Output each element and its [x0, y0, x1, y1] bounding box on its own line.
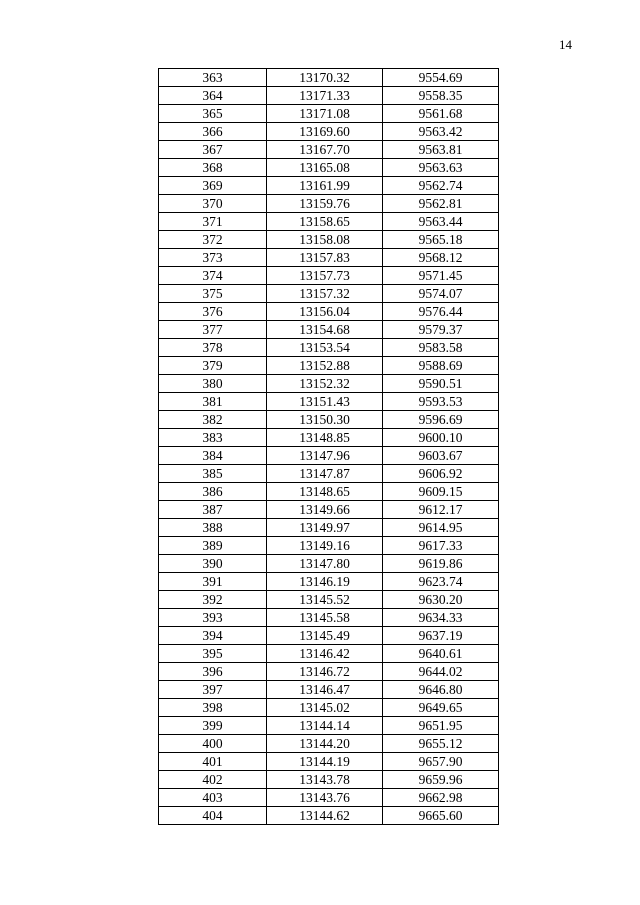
point-number-cell: 382: [159, 411, 267, 429]
y-coordinate-cell: 9568.12: [383, 249, 499, 267]
y-coordinate-cell: 9590.51: [383, 375, 499, 393]
x-coordinate-cell: 13171.08: [267, 105, 383, 123]
x-coordinate-cell: 13144.62: [267, 807, 383, 825]
y-coordinate-cell: 9637.19: [383, 627, 499, 645]
table-row: [159, 231, 499, 249]
y-coordinate-cell: 9659.96: [383, 771, 499, 789]
x-coordinate-cell: 13144.14: [267, 717, 383, 735]
table-row: [159, 177, 499, 195]
x-coordinate-cell: 13153.54: [267, 339, 383, 357]
table-row: [159, 537, 499, 555]
y-coordinate-cell: 9634.33: [383, 609, 499, 627]
x-coordinate-cell: 13157.83: [267, 249, 383, 267]
point-number-cell: 387: [159, 501, 267, 519]
point-number-cell: 380: [159, 375, 267, 393]
y-coordinate-cell: 9593.53: [383, 393, 499, 411]
point-number-cell: 390: [159, 555, 267, 573]
table-row: [159, 591, 499, 609]
point-number-cell: 381: [159, 393, 267, 411]
table-row: [159, 303, 499, 321]
y-coordinate-cell: 9562.81: [383, 195, 499, 213]
table-row: [159, 411, 499, 429]
x-coordinate-cell: 13157.32: [267, 285, 383, 303]
x-coordinate-cell: 13149.16: [267, 537, 383, 555]
x-coordinate-cell: 13143.76: [267, 789, 383, 807]
table-row: [159, 645, 499, 663]
table-row: [159, 789, 499, 807]
table-row: [159, 159, 499, 177]
point-number-cell: 389: [159, 537, 267, 555]
point-number-cell: 396: [159, 663, 267, 681]
x-coordinate-cell: 13145.58: [267, 609, 383, 627]
point-number-cell: 368: [159, 159, 267, 177]
point-number-cell: 388: [159, 519, 267, 537]
point-number-cell: 398: [159, 699, 267, 717]
x-coordinate-cell: 13144.20: [267, 735, 383, 753]
point-number-cell: 401: [159, 753, 267, 771]
point-number-cell: 375: [159, 285, 267, 303]
y-coordinate-cell: 9657.90: [383, 753, 499, 771]
x-coordinate-cell: 13158.65: [267, 213, 383, 231]
table-row: [159, 627, 499, 645]
table-row: [159, 249, 499, 267]
x-coordinate-cell: 13145.02: [267, 699, 383, 717]
x-coordinate-cell: 13159.76: [267, 195, 383, 213]
table-row: [159, 357, 499, 375]
point-number-cell: 385: [159, 465, 267, 483]
table-row: [159, 285, 499, 303]
y-coordinate-cell: 9603.67: [383, 447, 499, 465]
y-coordinate-cell: 9606.92: [383, 465, 499, 483]
table-row: [159, 123, 499, 141]
point-number-cell: 395: [159, 645, 267, 663]
page-number: 14: [559, 37, 572, 52]
point-number-cell: 366: [159, 123, 267, 141]
y-coordinate-cell: 9579.37: [383, 321, 499, 339]
point-number-cell: 383: [159, 429, 267, 447]
y-coordinate-cell: 9600.10: [383, 429, 499, 447]
x-coordinate-cell: 13148.65: [267, 483, 383, 501]
point-number-cell: 376: [159, 303, 267, 321]
y-coordinate-cell: 9588.69: [383, 357, 499, 375]
table-row: [159, 267, 499, 285]
x-coordinate-cell: 13150.30: [267, 411, 383, 429]
x-coordinate-cell: 13144.19: [267, 753, 383, 771]
x-coordinate-cell: 13154.68: [267, 321, 383, 339]
table-row: [159, 483, 499, 501]
point-number-cell: 364: [159, 87, 267, 105]
x-coordinate-cell: 13146.42: [267, 645, 383, 663]
y-coordinate-cell: 9563.81: [383, 141, 499, 159]
table-row: [159, 393, 499, 411]
table-row: [159, 609, 499, 627]
x-coordinate-cell: 13158.08: [267, 231, 383, 249]
x-coordinate-cell: 13143.78: [267, 771, 383, 789]
table-body: [159, 69, 499, 825]
y-coordinate-cell: 9619.86: [383, 555, 499, 573]
x-coordinate-cell: 13147.96: [267, 447, 383, 465]
x-coordinate-cell: 13170.32: [267, 69, 383, 87]
table-row: [159, 69, 499, 87]
table-row: [159, 429, 499, 447]
x-coordinate-cell: 13148.85: [267, 429, 383, 447]
point-number-cell: 363: [159, 69, 267, 87]
table-row: [159, 663, 499, 681]
x-coordinate-cell: 13156.04: [267, 303, 383, 321]
table-row: [159, 555, 499, 573]
table-row: [159, 753, 499, 771]
table-row: [159, 339, 499, 357]
x-coordinate-cell: 13146.47: [267, 681, 383, 699]
y-coordinate-cell: 9583.58: [383, 339, 499, 357]
y-coordinate-cell: 9646.80: [383, 681, 499, 699]
y-coordinate-cell: 9563.44: [383, 213, 499, 231]
table-row: [159, 501, 499, 519]
x-coordinate-cell: 13167.70: [267, 141, 383, 159]
table-row: [159, 447, 499, 465]
point-number-cell: 369: [159, 177, 267, 195]
point-number-cell: 399: [159, 717, 267, 735]
point-number-cell: 400: [159, 735, 267, 753]
y-coordinate-cell: 9576.44: [383, 303, 499, 321]
point-number-cell: 394: [159, 627, 267, 645]
point-number-cell: 378: [159, 339, 267, 357]
point-number-cell: 402: [159, 771, 267, 789]
point-number-cell: 384: [159, 447, 267, 465]
y-coordinate-cell: 9563.63: [383, 159, 499, 177]
x-coordinate-cell: 13152.88: [267, 357, 383, 375]
point-number-cell: 370: [159, 195, 267, 213]
y-coordinate-cell: 9665.60: [383, 807, 499, 825]
y-coordinate-cell: 9655.12: [383, 735, 499, 753]
y-coordinate-cell: 9644.02: [383, 663, 499, 681]
point-number-cell: 397: [159, 681, 267, 699]
x-coordinate-cell: 13147.80: [267, 555, 383, 573]
y-coordinate-cell: 9617.33: [383, 537, 499, 555]
y-coordinate-cell: 9574.07: [383, 285, 499, 303]
point-number-cell: 391: [159, 573, 267, 591]
point-number-cell: 373: [159, 249, 267, 267]
point-number-cell: 367: [159, 141, 267, 159]
table-row: [159, 807, 499, 825]
point-number-cell: 379: [159, 357, 267, 375]
y-coordinate-cell: 9609.15: [383, 483, 499, 501]
y-coordinate-cell: 9563.42: [383, 123, 499, 141]
y-coordinate-cell: 9662.98: [383, 789, 499, 807]
point-number-cell: 403: [159, 789, 267, 807]
x-coordinate-cell: 13149.97: [267, 519, 383, 537]
y-coordinate-cell: 9554.69: [383, 69, 499, 87]
y-coordinate-cell: 9651.95: [383, 717, 499, 735]
y-coordinate-cell: 9561.68: [383, 105, 499, 123]
point-number-cell: 392: [159, 591, 267, 609]
y-coordinate-cell: 9596.69: [383, 411, 499, 429]
x-coordinate-cell: 13147.87: [267, 465, 383, 483]
y-coordinate-cell: 9558.35: [383, 87, 499, 105]
point-number-cell: 365: [159, 105, 267, 123]
table-row: [159, 465, 499, 483]
y-coordinate-cell: 9612.17: [383, 501, 499, 519]
y-coordinate-cell: 9565.18: [383, 231, 499, 249]
x-coordinate-cell: 13161.99: [267, 177, 383, 195]
table-row: [159, 771, 499, 789]
y-coordinate-cell: 9614.95: [383, 519, 499, 537]
y-coordinate-cell: 9640.61: [383, 645, 499, 663]
x-coordinate-cell: 13152.32: [267, 375, 383, 393]
table-row: [159, 321, 499, 339]
table-row: [159, 519, 499, 537]
x-coordinate-cell: 13169.60: [267, 123, 383, 141]
x-coordinate-cell: 13157.73: [267, 267, 383, 285]
y-coordinate-cell: 9562.74: [383, 177, 499, 195]
table-row: [159, 195, 499, 213]
table-row: [159, 735, 499, 753]
x-coordinate-cell: 13151.43: [267, 393, 383, 411]
point-number-cell: 404: [159, 807, 267, 825]
x-coordinate-cell: 13146.19: [267, 573, 383, 591]
table-row: [159, 141, 499, 159]
x-coordinate-cell: 13145.49: [267, 627, 383, 645]
table-row: [159, 105, 499, 123]
coordinates-table: [158, 68, 499, 825]
point-number-cell: 374: [159, 267, 267, 285]
x-coordinate-cell: 13146.72: [267, 663, 383, 681]
x-coordinate-cell: 13165.08: [267, 159, 383, 177]
y-coordinate-cell: 9571.45: [383, 267, 499, 285]
table-row: [159, 717, 499, 735]
x-coordinate-cell: 13145.52: [267, 591, 383, 609]
point-number-cell: 386: [159, 483, 267, 501]
y-coordinate-cell: 9630.20: [383, 591, 499, 609]
table-row: [159, 213, 499, 231]
point-number-cell: 393: [159, 609, 267, 627]
table-row: [159, 681, 499, 699]
y-coordinate-cell: 9649.65: [383, 699, 499, 717]
point-number-cell: 371: [159, 213, 267, 231]
x-coordinate-cell: 13171.33: [267, 87, 383, 105]
y-coordinate-cell: 9623.74: [383, 573, 499, 591]
table-row: [159, 573, 499, 591]
point-number-cell: 377: [159, 321, 267, 339]
table-row: [159, 87, 499, 105]
point-number-cell: 372: [159, 231, 267, 249]
table-row: [159, 699, 499, 717]
x-coordinate-cell: 13149.66: [267, 501, 383, 519]
table-row: [159, 375, 499, 393]
